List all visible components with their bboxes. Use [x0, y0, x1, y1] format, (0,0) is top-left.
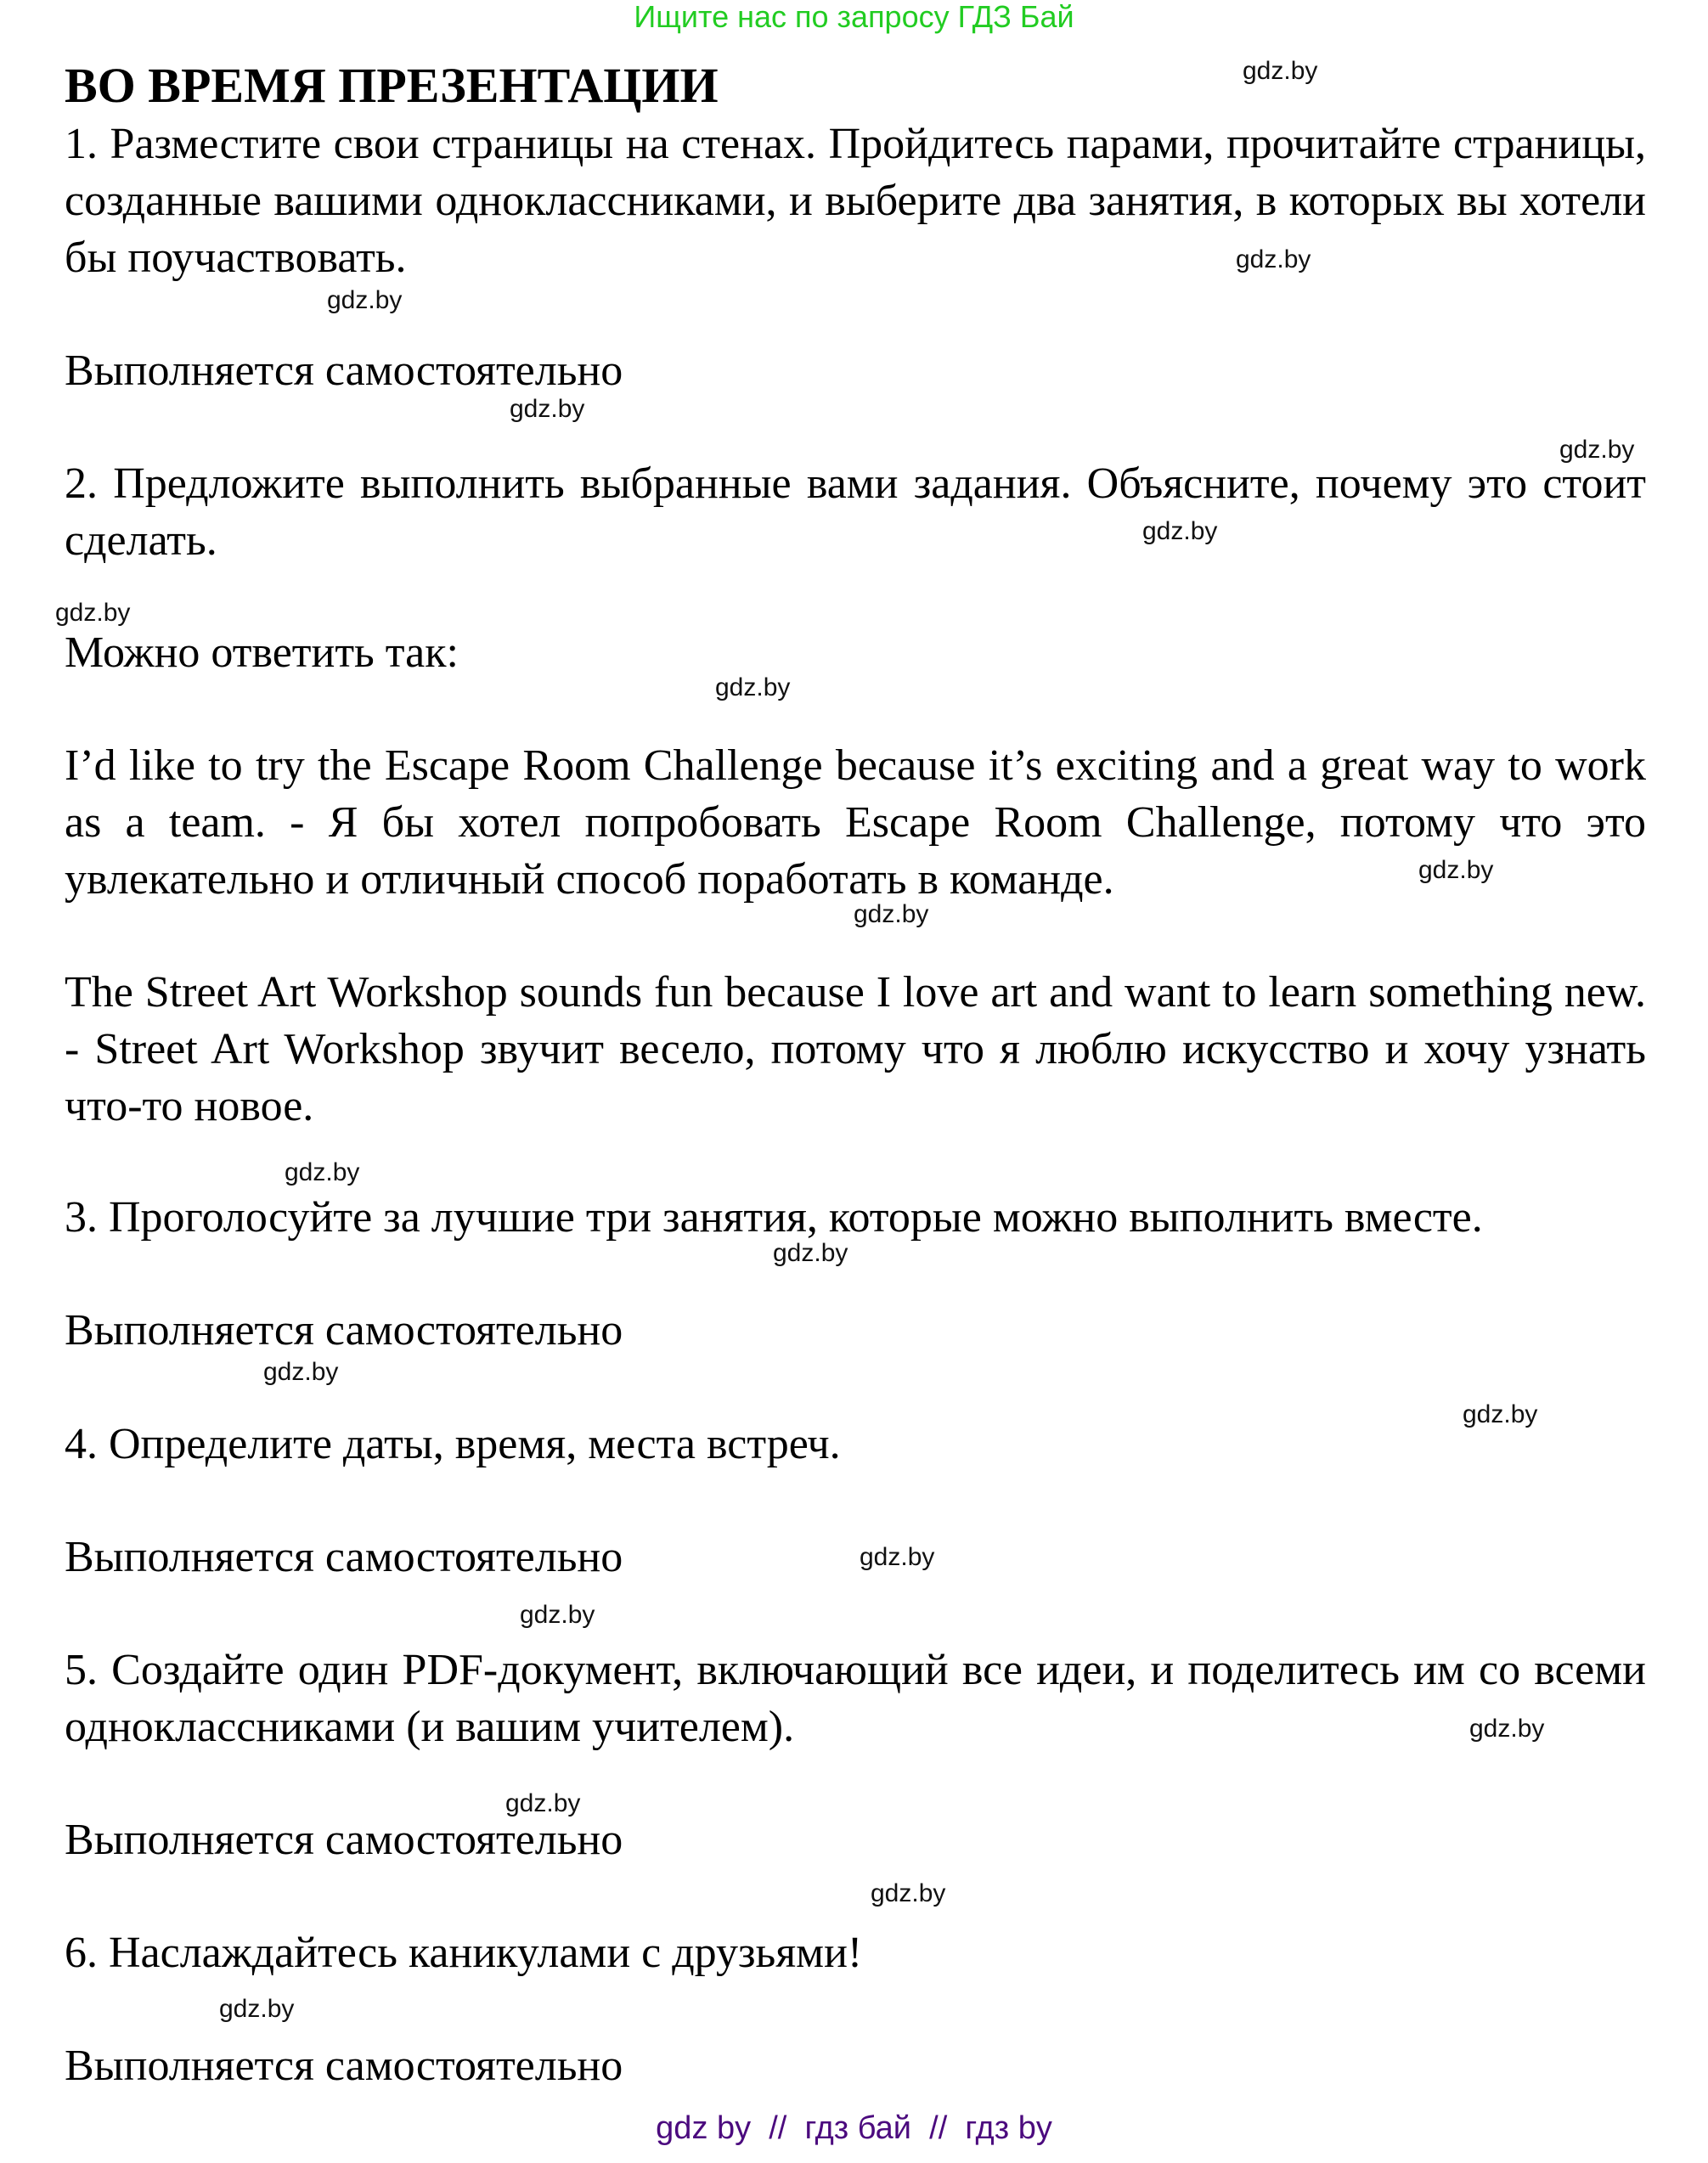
watermark: gdz.by: [773, 1239, 848, 1267]
answer-6: Выполняется самостоятельно: [65, 2042, 623, 2090]
watermark: gdz.by: [715, 673, 791, 701]
watermark: gdz.by: [1236, 245, 1311, 273]
watermark: gdz.by: [1243, 57, 1318, 85]
watermark: gdz.by: [1418, 856, 1494, 884]
watermark: gdz.by: [55, 599, 131, 627]
watermark: gdz.by: [505, 1789, 581, 1817]
watermark: gdz.by: [871, 1879, 946, 1907]
footer-links: gdz by // гдз бай // гдз by: [656, 2110, 1052, 2146]
watermark: gdz.by: [1469, 1715, 1545, 1743]
page-title: ВО ВРЕМЯ ПРЕЗЕНТАЦИИ: [65, 58, 719, 113]
watermark: gdz.by: [1142, 517, 1218, 545]
answer-4: Выполняется самостоятельно: [65, 1533, 623, 1581]
watermark: gdz.by: [219, 1995, 295, 2023]
answer-2-intro: Можно ответить так:: [65, 628, 459, 677]
watermark: gdz.by: [520, 1601, 595, 1629]
watermark: gdz.by: [263, 1358, 339, 1386]
watermark: gdz.by: [327, 286, 403, 314]
answer-5: Выполняется самостоятельно: [65, 1816, 623, 1864]
watermark: gdz.by: [854, 900, 929, 928]
watermark: gdz.by: [510, 395, 585, 423]
watermark: gdz.by: [285, 1158, 360, 1186]
answer-2-example-1: I’d like to try the Escape Room Challenge because it’s exciting and a great way to work as a team. - Я бы хотел попробовать Escape Room Challenge, потому что это увлекательно и отличный способ поработать в команде.: [65, 741, 1646, 904]
watermark: gdz.by: [860, 1543, 935, 1571]
question-6: 6. Наслаждайтесь каникулами с друзьями!: [65, 1929, 863, 1977]
answer-2-example-2: The Street Art Workshop sounds fun because I love art and want to learn something new. - Street Art Workshop звучит весело, потому что я люблю искусство и хочу узнать что-то новое.: [65, 968, 1646, 1130]
question-5: 5. Создайте один PDF-документ, включающий все идеи, и поделитесь им со всеми одноклассниками (и вашим учителем).: [65, 1646, 1646, 1751]
question-1: 1. Разместите свои страницы на стенах. Пройдитесь парами, прочитайте страницы, созданные вашими одноклассниками, и выберите два занятия, в которых вы хотели бы поучаствовать.: [65, 120, 1646, 282]
search-banner: Ищите нас по запросу ГДЗ Бай: [634, 0, 1074, 34]
answer-1: Выполняется самостоятельно: [65, 346, 623, 395]
question-3: 3. Проголосуйте за лучшие три занятия, которые можно выполнить вместе.: [65, 1193, 1483, 1242]
question-4: 4. Определите даты, время, места встреч.: [65, 1420, 841, 1468]
watermark: gdz.by: [1463, 1400, 1538, 1428]
answer-3: Выполняется самостоятельно: [65, 1306, 623, 1355]
watermark: gdz.by: [1559, 436, 1635, 464]
question-2: 2. Предложите выполнить выбранные вами задания. Объясните, почему это стоит сделать.: [65, 459, 1646, 565]
